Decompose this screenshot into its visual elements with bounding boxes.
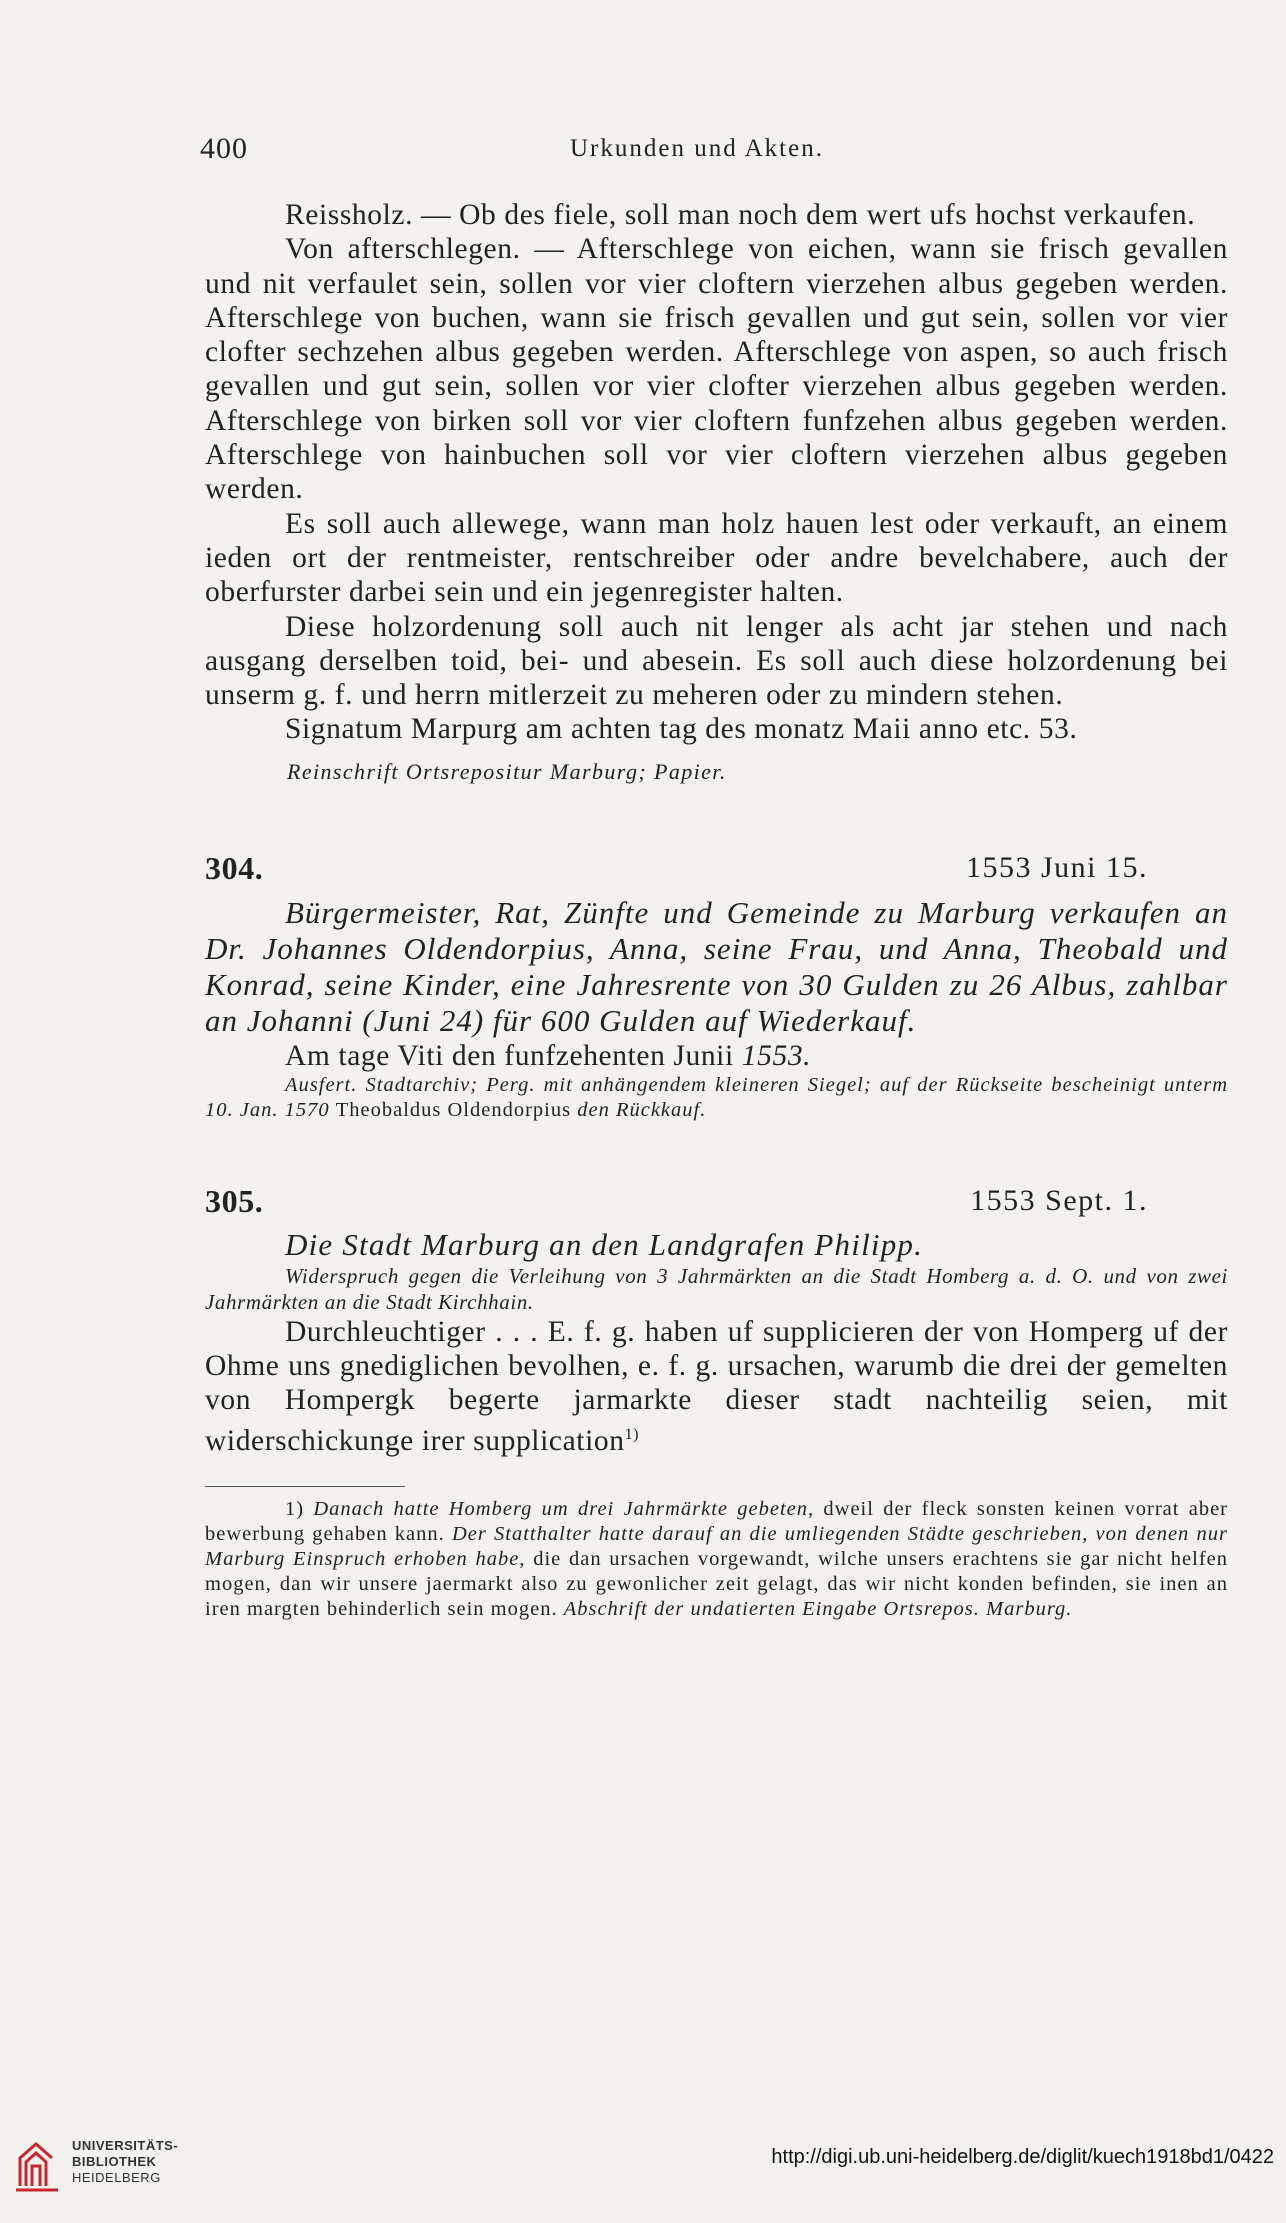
footnote-part: Abschrift der undatierten Eingabe Ortsrepos. Marburg. [563, 1597, 1073, 1620]
paragraph: Es soll auch allewege, wann man holz hauen lest oder verkauft, an einem ieden ort der rentmeister, rentschreiber oder andre bevelchabere, auch der oberfurster darbei sein und ein jegenregister halten. [205, 507, 1228, 609]
library-name [72, 2138, 178, 2186]
document-heading-305 [205, 1184, 1228, 1228]
paragraph: Signatum Marpurg am achten tag des monatz Maii anno etc. 53. [285, 713, 1078, 746]
document-text-304 [205, 1039, 1228, 1073]
main-text [205, 198, 1228, 1622]
library-name-line: BIBLIOTHEK [72, 2154, 157, 2169]
running-header [200, 132, 1220, 165]
footnote-marker: 1) [285, 1497, 314, 1520]
note-part: Ausfert. Stadtarchiv; Perg. mit anhängendem kleineren Siegel; auf der Rückseite bescheinigt unterm 10. Jan. 1570 [205, 1074, 1228, 1121]
note-part: den Rückkauf. [571, 1098, 707, 1121]
note-part: Theobaldus Oldendorpius [335, 1098, 572, 1121]
paragraph: Von afterschlegen. — Afterschlege von eichen, wann sie frisch gevallen und nit verfaulet sein, sollen vor vier cloftern vierzehen albus gegeben werden. Afterschlege von buchen, wann sie frisch gevallen und gut sein, sollen vor vier clofter sechzehen albus gegeben werden. Afterschlege von aspen, so auch frisch gevallen und gut sein, sollen vor vier clofter vierzehen albus gegeben werden. Afterschlege von birken soll vor vier cloftern funfzehen albus gegeben werden. Afterschlege von hainbuchen soll vor vier cloftern vierzehen albus gegeben werden. [205, 233, 1228, 506]
footnote-part: Der Statthalter hatte darauf an die umliegenden Städte geschrieben, von denen nur Marburg Einspruch erhoben habe, [205, 1522, 1228, 1570]
footnote-divider [205, 1486, 405, 1487]
footnote-part: dweil der fleck sonsten keinen vorrat aber bewerbung gehaben kann. [205, 1497, 1228, 1545]
source-url-link[interactable]: http://digi.ub.uni-heidelberg.de/diglit/kuech1918bd1/0422 [771, 2146, 1274, 2168]
page-number: 400 [200, 132, 248, 165]
document-number: 305. [205, 1183, 264, 1220]
footnote-part: die dan ursachen vorgewandt, wilche unsers erachtens sie gar nicht helfen mogen, dan wir unsere jaermarkt also zu gewonlicher zeit gelagt, das wir nicht konden befinden, sie inen an iren margten behinderlich sein mogen. [205, 1547, 1228, 1620]
library-name-line: UNIVERSITÄTS- [72, 2138, 179, 2153]
footer-bar [0, 2130, 1286, 2220]
document-date: 1553 Juni 15. [965, 851, 1148, 885]
document-text-305 [205, 1315, 1228, 1458]
regest-304: Bürgermeister, Rat, Zünfte und Gemeinde zu Marburg verkaufen an Dr. Johannes Oldendorpius, Anna, seine Frau, und Anna, Theobald und Konrad, seine Kinder, eine Jahresrente von 30 Gulden zu 26 Albus, zahlbar an Johanni (Juni 24) für 600 Gulden auf Wiederkauf. [205, 895, 1228, 1039]
document-date: 1553 Sept. 1. [970, 1184, 1148, 1218]
text: Am tage Viti den funfzehenten Junii [285, 1040, 742, 1073]
library-logo-icon [14, 2136, 60, 2192]
footnote-mark: 1) [624, 1425, 640, 1443]
footnote [205, 1497, 1228, 1622]
library-name-line: HEIDELBERG [72, 2170, 161, 2185]
document-subtitle-305: Widerspruch gegen die Verleihung von 3 Jahrmärkten an die Stadt Homberg a. d. O. und von zwei Jahrmärkten an die Stadt Kirchhain. [205, 1263, 1228, 1314]
paragraph: Diese holzordenung soll auch nit lenger als acht jar stehen und nach ausgang derselben toid, bei- und abesein. Es soll auch diese holzordenung bei unserm g. f. und herrn mitlerzeit zu meheren oder zu mindern stehen. [205, 610, 1228, 712]
document-heading-304 [205, 851, 1228, 895]
document-number: 304. [205, 850, 264, 887]
text: Durchleuchtiger . . . E. f. g. haben uf supplicieren der von Homperg uf der Ohme uns gnediglichen bevolhen, e. f. g. ursachen, warumb die drei der gemelten von Hompergk begerte jarmarkte dieser stadt nachteilig seien, mit widerschickunge irer supplication [205, 1315, 1228, 1457]
footnote-part: Danach hatte Homberg um drei Jahrmärkte gebeten, [313, 1497, 815, 1520]
archival-note-304 [205, 1073, 1228, 1122]
source-note: Reinschrift Ortsrepositur Marburg; Papier. [287, 758, 727, 784]
paragraph: Reissholz. — Ob des fiele, soll man noch dem wert ufs hochst verkaufen. [285, 199, 1196, 231]
document-title-305: Die Stadt Marburg an den Landgrafen Philipp. [285, 1227, 924, 1263]
running-title: Urkunden und Akten. [570, 135, 824, 162]
year: 1553. [741, 1040, 812, 1073]
